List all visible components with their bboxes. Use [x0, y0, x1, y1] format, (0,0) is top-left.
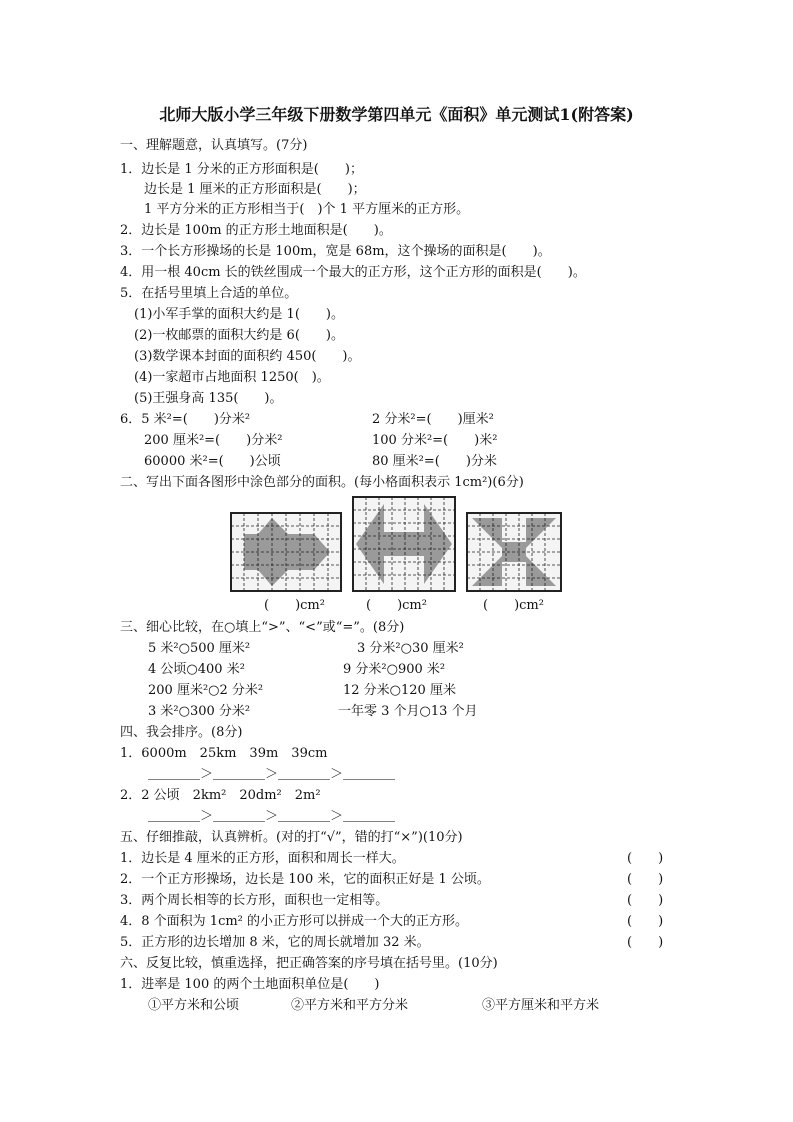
section-6-heading: 六、反复比较，慎重选择，把正确答案的序号填在括号里。(10分)	[120, 956, 498, 971]
judge-bracket-4: ( )	[627, 914, 664, 929]
choice-option-1: ①平方米和公顷	[148, 998, 240, 1013]
section-5-heading: 五、仔细推敲，认真辨析。(对的打“√”，错的打“×”)(10分)	[120, 830, 463, 845]
question-6-2b: 100 分米²=( )米²	[372, 433, 498, 448]
question-1b: 边长是 1 厘米的正方形面积是( )；	[144, 182, 366, 197]
question-3: 3．一个长方形操场的长是 100m，宽是 68m，这个操场的面积是( )。	[120, 244, 551, 259]
question-1a: 1．边长是 1 分米的正方形面积是( )；	[120, 162, 363, 177]
judge-bracket-1: ( )	[627, 851, 664, 866]
question-6-1b: 2 分米²=( )厘米²	[372, 412, 494, 427]
compare-3a: 200 厘米²○2 分米²	[148, 683, 264, 698]
section-2-heading: 二、写出下面各图形中涂色部分的面积。(每小格面积表示 1cm²)(6分)	[120, 475, 524, 490]
compare-2b: 9 分米²○900 米²	[343, 662, 446, 677]
question-6-1a: 6．5 米²=( )分米²	[120, 412, 251, 427]
section-1-heading: 一、理解题意，认真填写。(7分)	[120, 138, 308, 153]
judge-item-5: 5．正方形的边长增加 8 米，它的周长就增加 32 米。	[120, 935, 430, 950]
question-5-2: (2)一枚邮票的面积大约是 6( )。	[134, 328, 344, 343]
question-5: 5．在括号里填上合适的单位。	[120, 286, 298, 301]
question-5-4: (4)一家超市占地面积 1250( )。	[134, 370, 330, 385]
question-6-2a: 200 厘米²=( )分米²	[144, 433, 283, 448]
figure-1-answer: ( )cm²	[264, 598, 325, 613]
judge-bracket-2: ( )	[627, 872, 664, 887]
compare-3b: 12 分米○120 厘米	[343, 683, 456, 698]
section-4-heading: 四、我会排序。(8分)	[120, 725, 243, 740]
question-1c: 1 平方分米的正方形相当于( )个 1 平方厘米的正方形。	[144, 202, 470, 217]
sort-question-2: 2．2 公顷 2km² 20dm² 2m²	[120, 788, 321, 803]
section-3-heading: 三、细心比较，在○填上“>”、“<”或“=”。(8分)	[120, 620, 405, 635]
compare-1a: 5 米²○500 厘米²	[148, 641, 251, 656]
choice-option-2: ②平方米和平方分米	[291, 998, 409, 1013]
question-5-3: (3)数学课本封面的面积约 450( )。	[134, 349, 361, 364]
figure-double-arrow	[352, 496, 456, 592]
question-5-1: (1)小军手掌的面积大约是 1( )。	[134, 307, 344, 322]
figure-3-answer: ( )cm²	[483, 598, 544, 613]
page-title: 北师大版小学三年级下册数学第四单元《面积》单元测试1(附答案)	[159, 105, 634, 124]
compare-4b: 一年零 3 个月○13 个月	[338, 704, 478, 719]
question-2: 2．边长是 100m 的正方形土地面积是( )。	[120, 223, 392, 238]
sort-question-1: 1．6000m 25km 39m 39cm	[120, 746, 328, 761]
question-6-3a: 60000 米²=( )公顷	[144, 454, 281, 469]
judge-item-3: 3．两个周长相等的长方形，面积也一定相等。	[120, 893, 389, 908]
question-4: 4．用一根 40cm 长的铁丝围成一个最大的正方形，这个正方形的面积是( )。	[120, 265, 586, 280]
figure-arrow	[230, 512, 342, 592]
judge-item-4: 4．8 个面积为 1cm² 的小正方形可以拼成一个大的正方形。	[120, 914, 469, 929]
judge-item-1: 1．边长是 4 厘米的正方形，面积和周长一样大。	[120, 851, 405, 866]
figure-pinwheel	[466, 512, 562, 592]
judge-bracket-3: ( )	[627, 893, 664, 908]
compare-4a: 3 米²○300 分米²	[148, 704, 251, 719]
judge-item-2: 2．一个正方形操场，边长是 100 米，它的面积正好是 1 公顷。	[120, 872, 490, 887]
sort-answer-1: ＿＿＿＿＞＿＿＿＿＞＿＿＿＿＞＿＿＿＿	[148, 767, 396, 782]
question-6-3b: 80 厘米²=( )分米	[372, 454, 497, 469]
judge-bracket-5: ( )	[627, 935, 664, 950]
compare-1b: 3 分米²○30 厘米²	[357, 641, 464, 656]
question-5-5: (5)王强身高 135( )。	[134, 391, 283, 406]
figure-2-answer: ( )cm²	[366, 598, 427, 613]
sort-answer-2: ＿＿＿＿＞＿＿＿＿＞＿＿＿＿＞＿＿＿＿	[148, 809, 396, 824]
choice-option-3: ③平方厘米和平方米	[482, 998, 600, 1013]
compare-2a: 4 公顷○400 米²	[148, 662, 245, 677]
choice-question-1: 1．进率是 100 的两个土地面积单位是( )	[120, 977, 380, 992]
